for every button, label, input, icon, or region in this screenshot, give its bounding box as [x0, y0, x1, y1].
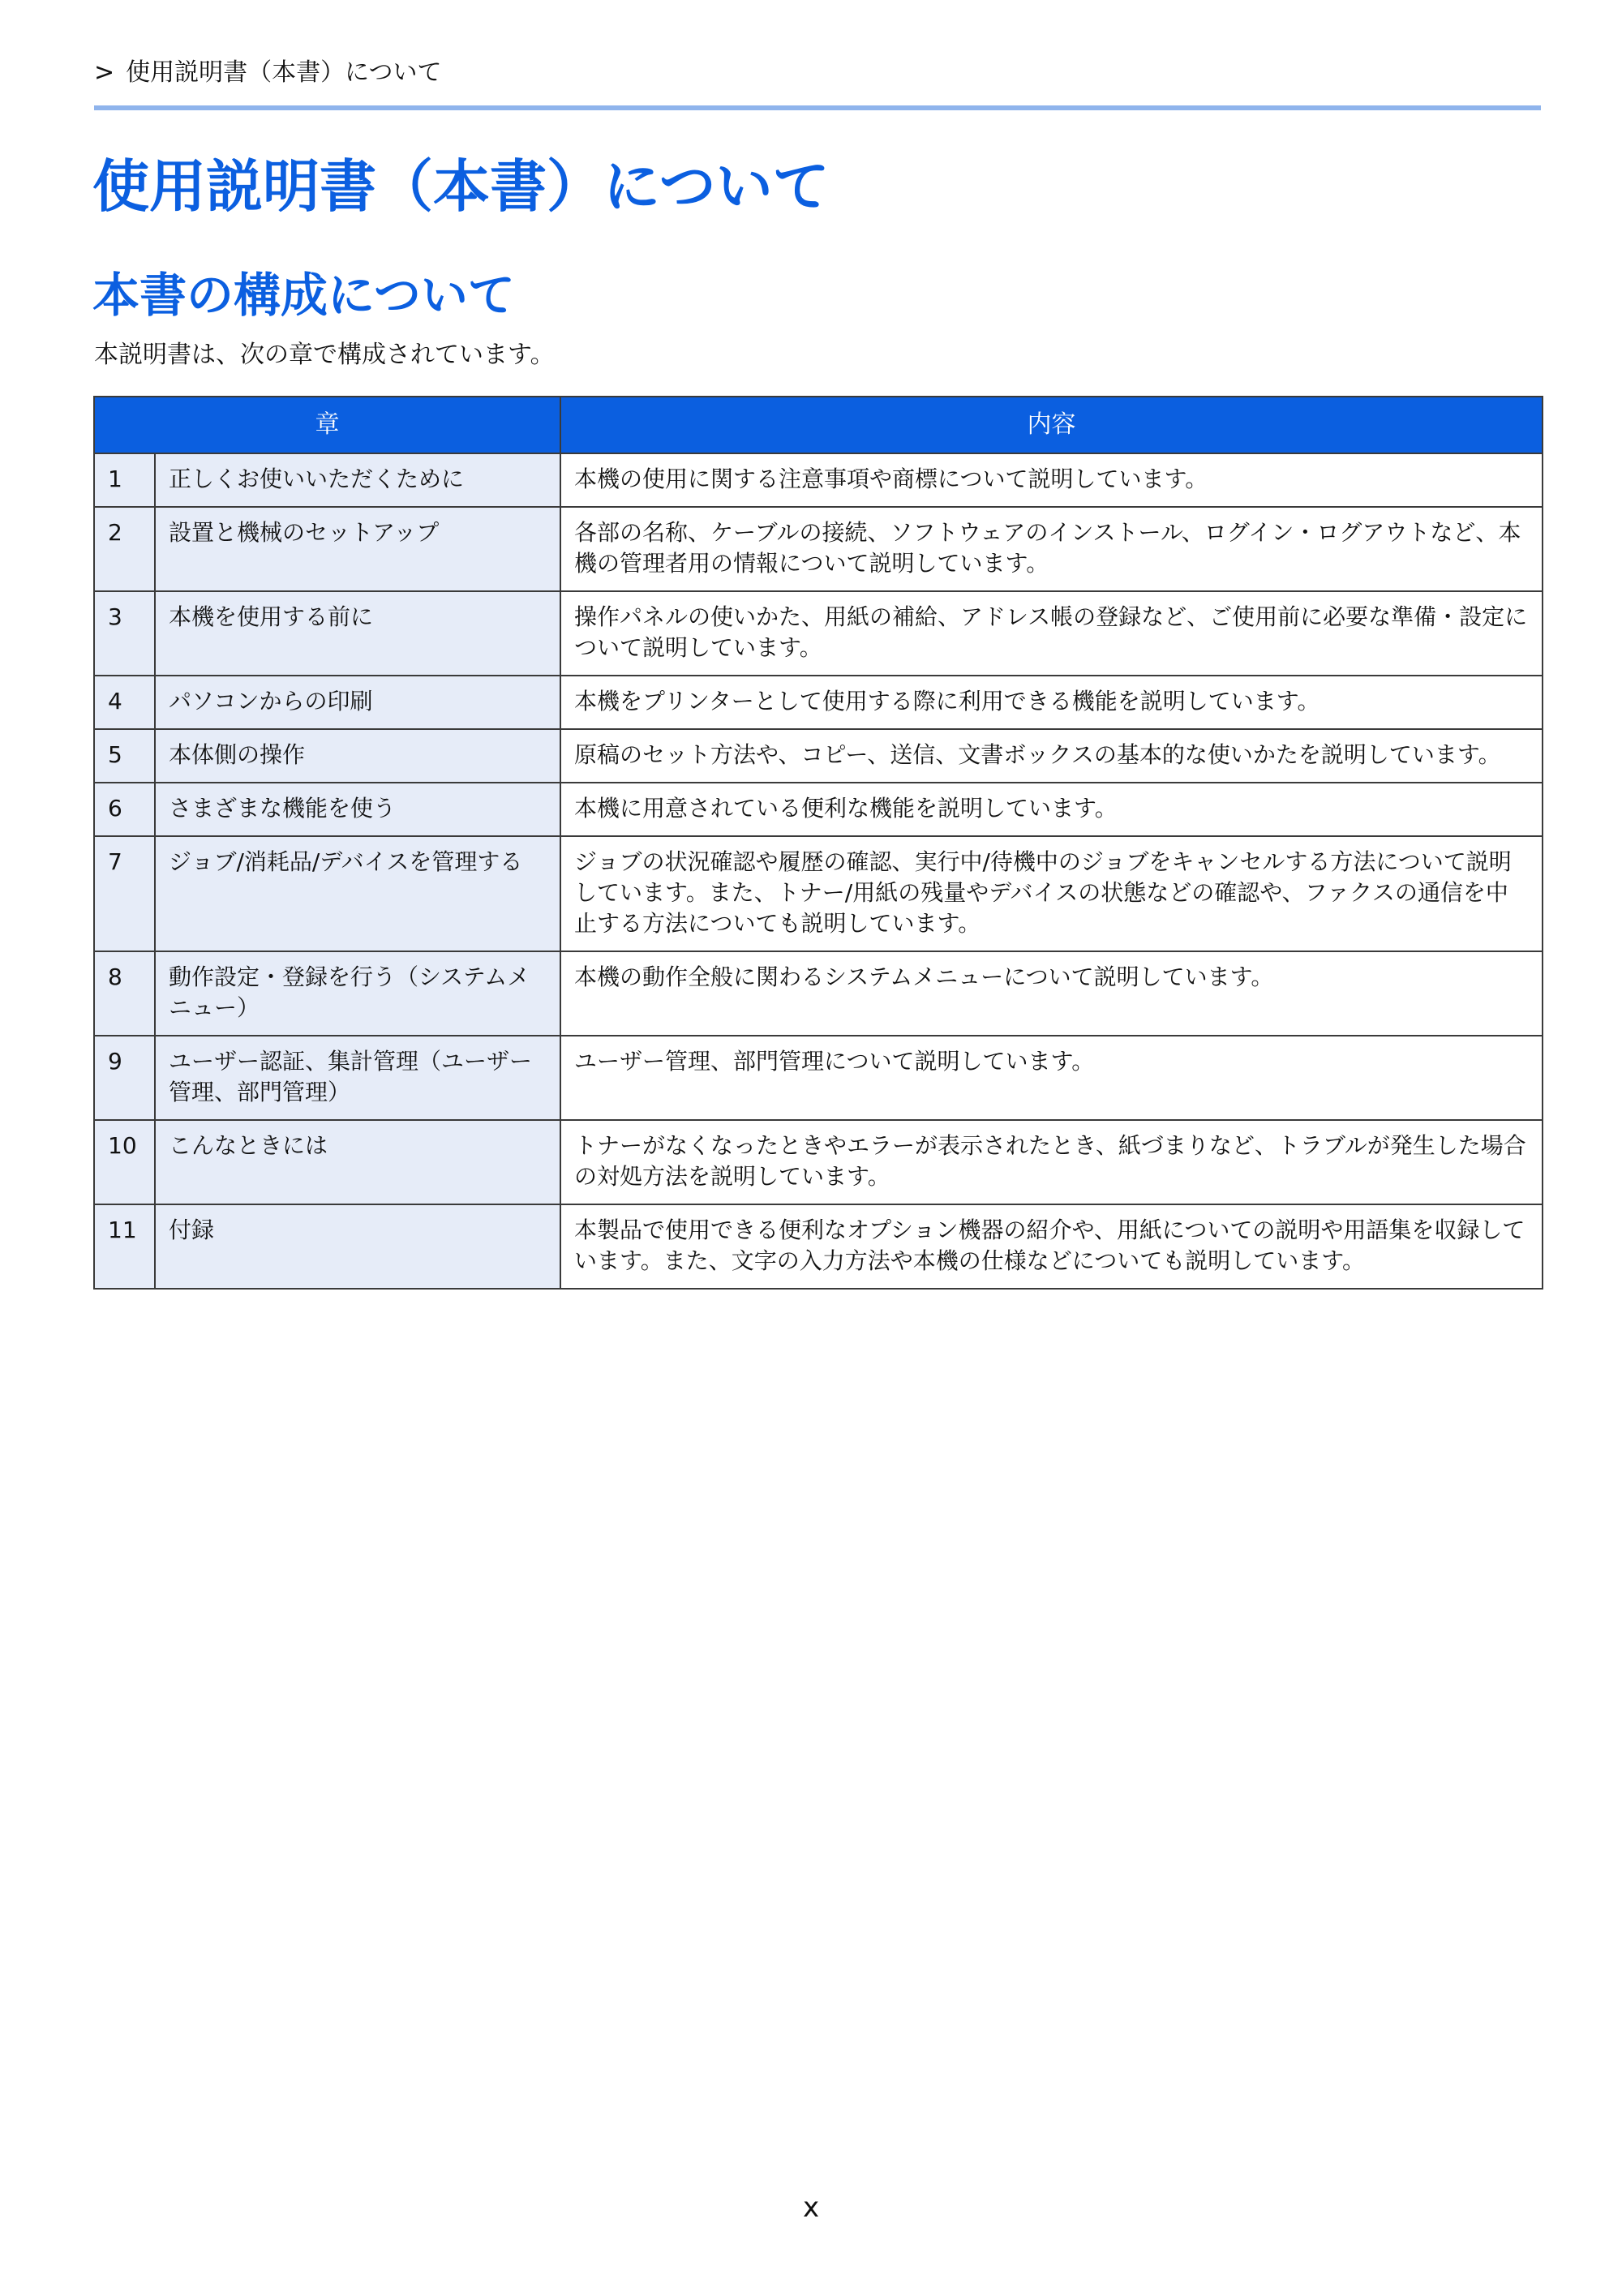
chapter-number: 6: [94, 783, 155, 836]
chapter-title[interactable]: こんなときには: [155, 1120, 560, 1204]
table-row: [94, 729, 1543, 783]
chevron-right-icon: >: [94, 58, 115, 87]
chapter-number: 8: [94, 951, 155, 1036]
table-row: [94, 1036, 1543, 1120]
table-row: [94, 951, 1543, 1036]
chapter-description: 本機の使用に関する注意事項や商標について説明しています。: [560, 453, 1543, 507]
chapter-description: ジョブの状況確認や履歴の確認、実行中/待機中のジョブをキャンセルする方法について説明しています。また、トナー/用紙の残量やデバイスの状態などの確認や、ファクスの通信を中止する方法についても説明しています。: [560, 836, 1543, 951]
chapter-title[interactable]: 動作設定・登録を行う（システムメニュー）: [155, 951, 560, 1036]
chapter-title[interactable]: 本機を使用する前に: [155, 591, 560, 676]
chapter-description: 原稿のセット方法や、コピー、送信、文書ボックスの基本的な使いかたを説明しています。: [560, 729, 1543, 783]
chapter-number: 10: [94, 1120, 155, 1204]
chapter-description: ユーザー管理、部門管理について説明しています。: [560, 1036, 1543, 1120]
table-row: [94, 836, 1543, 951]
table-row: [94, 783, 1543, 836]
chapter-description: 本機をプリンターとして使用する際に利用できる機能を説明しています。: [560, 676, 1543, 729]
chapter-description: 本機に用意されている便利な機能を説明しています。: [560, 783, 1543, 836]
column-header-content: 内容: [560, 397, 1543, 453]
chapter-title[interactable]: さまざまな機能を使う: [155, 783, 560, 836]
page-number: x: [802, 2191, 820, 2224]
chapter-description: 本機の動作全般に関わるシステムメニューについて説明しています。: [560, 951, 1543, 1036]
table-row: [94, 453, 1543, 507]
chapter-number: 3: [94, 591, 155, 676]
chapter-number: 9: [94, 1036, 155, 1120]
chapter-title[interactable]: 設置と機械のセットアップ: [155, 507, 560, 591]
header-divider: [94, 105, 1541, 110]
section-title: 本書の構成について: [92, 268, 515, 323]
table-row: [94, 507, 1543, 591]
chapter-title[interactable]: ジョブ/消耗品/デバイスを管理する: [155, 836, 560, 951]
page-title: 使用説明書（本書）について: [92, 153, 830, 220]
chapter-description: 各部の名称、ケーブルの接続、ソフトウェアのインストール、ログイン・ログアウトなど、本機の管理者用の情報について説明しています。: [560, 507, 1543, 591]
chapter-number: 11: [94, 1204, 155, 1289]
chapter-title[interactable]: パソコンからの印刷: [155, 676, 560, 729]
table-row: [94, 1120, 1543, 1204]
chapter-title[interactable]: 付録: [155, 1204, 560, 1289]
chapter-title[interactable]: 本体側の操作: [155, 729, 560, 783]
chapter-number: 2: [94, 507, 155, 591]
column-header-chapter: 章: [94, 397, 560, 453]
chapter-table: [93, 396, 1543, 1290]
breadcrumb-label[interactable]: 使用説明書（本書）について: [126, 58, 442, 87]
table-row: [94, 591, 1543, 676]
chapter-description: 本製品で使用できる便利なオプション機器の紹介や、用紙についての説明や用語集を収録しています。また、文字の入力方法や本機の仕様などについても説明しています。: [560, 1204, 1543, 1289]
chapter-number: 1: [94, 453, 155, 507]
intro-text: 本説明書は、次の章で構成されています。: [94, 341, 555, 369]
chapter-title[interactable]: 正しくお使いいただくために: [155, 453, 560, 507]
chapter-number: 4: [94, 676, 155, 729]
chapter-description: トナーがなくなったときやエラーが表示されたとき、紙づまりなど、トラブルが発生した場合の対処方法を説明しています。: [560, 1120, 1543, 1204]
table-header-row: [94, 397, 1543, 453]
chapter-number: 7: [94, 836, 155, 951]
table-row: [94, 676, 1543, 729]
chapter-number: 5: [94, 729, 155, 783]
chapter-title[interactable]: ユーザー認証、集計管理（ユーザー管理、部門管理）: [155, 1036, 560, 1120]
breadcrumb[interactable]: [94, 55, 442, 91]
table-row: [94, 1204, 1543, 1289]
chapter-description: 操作パネルの使いかた、用紙の補給、アドレス帳の登録など、ご使用前に必要な準備・設定について説明しています。: [560, 591, 1543, 676]
